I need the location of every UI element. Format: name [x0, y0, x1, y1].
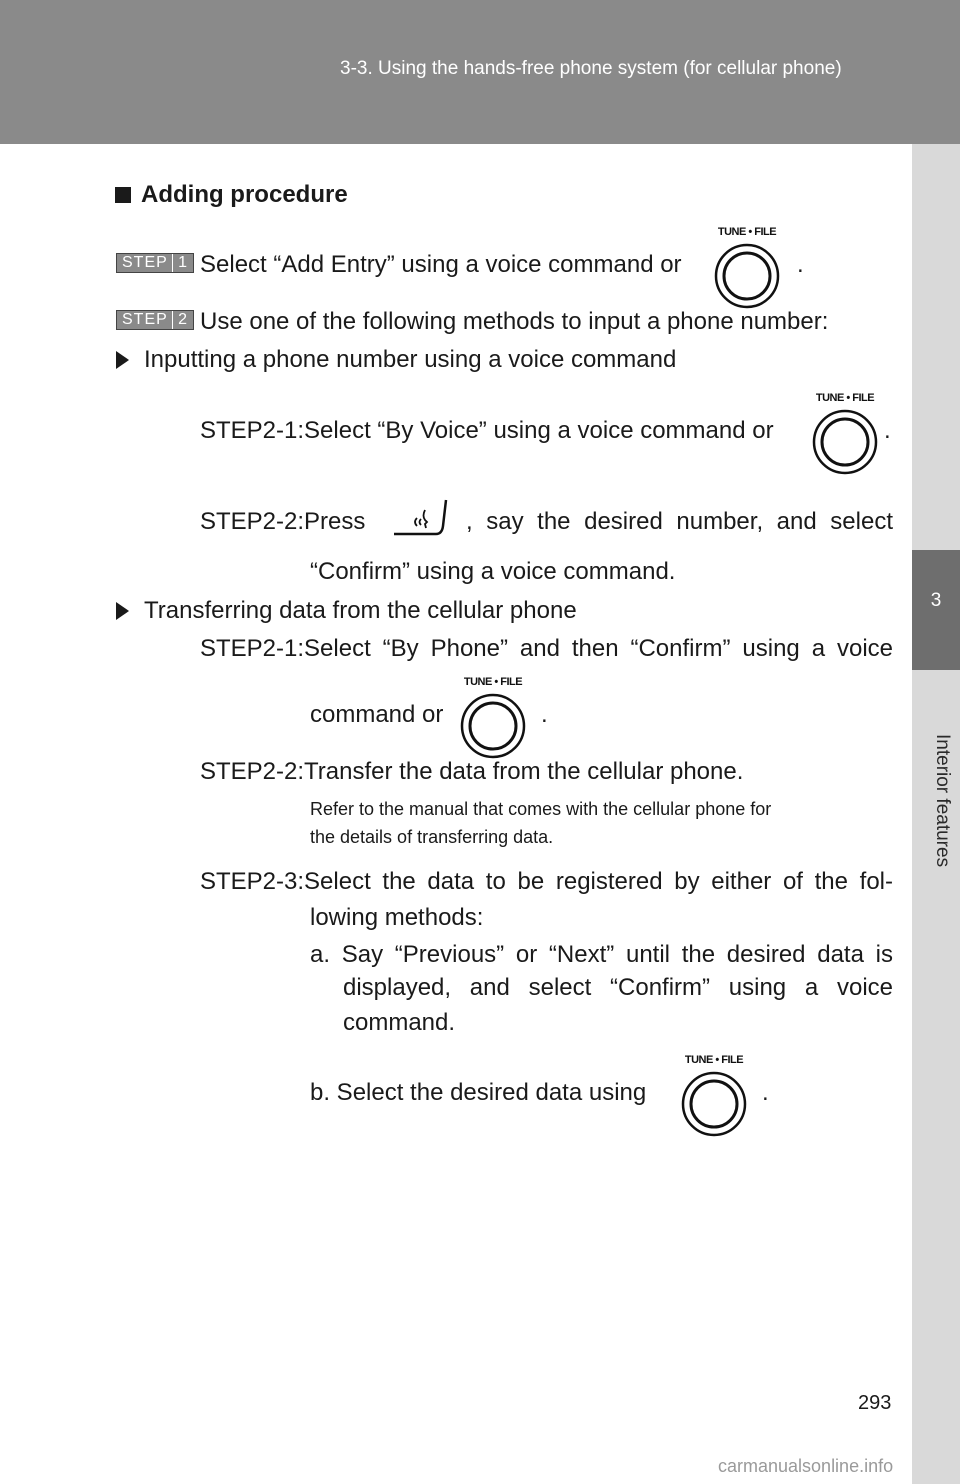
step-label: STEP [122, 311, 168, 328]
method2-step2-1-line1: STEP2-1:Select “By Phone” and then “Confirm” using a voice [200, 635, 893, 662]
knob-label: TUNE • FILE [463, 676, 523, 688]
page-header [0, 0, 960, 144]
step-badge-divider [172, 254, 173, 272]
method2-option-a-line3: command. [343, 1009, 456, 1036]
knob-label: TUNE • FILE [684, 1054, 744, 1066]
step-number: 2 [178, 311, 188, 328]
method1-step2-2-prefix: STEP2-2:Press [200, 508, 366, 535]
step1-badge [116, 253, 194, 273]
watermark: carmanualsonline.info [718, 1456, 894, 1476]
method2-step2-2-note-line2: the details of transferring data. [310, 827, 554, 847]
step-badge-divider [172, 311, 173, 329]
step1-period: . [797, 251, 804, 278]
talk-switch-icon [390, 494, 456, 540]
chapter-label: Interior features [932, 734, 953, 868]
chapter-number: 3 [930, 590, 942, 611]
header-title: 3-3. Using the hands-free phone system (for cellular phone) [340, 58, 842, 79]
step-label: STEP [122, 254, 168, 271]
method2-step2-3-line1: STEP2-3:Select the data to be registered by either of the fol- [200, 868, 893, 895]
step-number: 1 [178, 254, 188, 271]
method2-title: Transferring data from the cellular phone [144, 597, 577, 624]
method1-step2-1-period: . [884, 417, 891, 444]
method1-title: Inputting a phone number using a voice command [144, 346, 677, 373]
method2-step2-3-line2: lowing methods: [310, 904, 484, 931]
method2-step2-2-text: STEP2-2:Transfer the data from the cellular phone. [200, 758, 744, 785]
knob-label: TUNE • FILE [815, 392, 875, 404]
method2-option-b-text: b. Select the desired data using [310, 1079, 647, 1106]
tune-file-knob-icon [674, 1054, 754, 1144]
step2-badge [116, 310, 194, 330]
method1-step2-1-text: STEP2-1:Select “By Voice” using a voice command or [200, 417, 774, 444]
method2-option-a-line1: a. Say “Previous” or “Next” until the desired data is [310, 941, 893, 968]
method1-step2-2-line2: “Confirm” using a voice command. [310, 558, 676, 585]
method2-step2-1-period: . [541, 701, 548, 728]
tune-file-knob-icon [453, 676, 533, 766]
step2-text: Use one of the following methods to input a phone number: [200, 308, 829, 335]
method2-step2-1-line2: command or [310, 701, 444, 728]
step1-text: Select “Add Entry” using a voice command or [200, 251, 682, 278]
section-title-text: Adding procedure [141, 181, 348, 208]
tune-file-knob-icon [805, 392, 885, 482]
method1-step2-2-line1: , say the desired number, and select [466, 508, 893, 535]
tune-file-knob-icon [707, 226, 787, 316]
arrow-bullet-icon [116, 602, 129, 620]
method2-option-a-line2: displayed, and select “Confirm” using a voice [343, 974, 893, 1001]
method2-option-b-period: . [762, 1079, 769, 1106]
page-number: 293 [858, 1392, 892, 1414]
square-bullet-icon [115, 187, 131, 203]
chapter-side-tab [912, 144, 960, 1484]
section-title [115, 180, 348, 210]
arrow-bullet-icon [116, 351, 129, 369]
knob-label: TUNE • FILE [717, 226, 777, 238]
method2-step2-2-note-line1: Refer to the manual that comes with the cellular phone for [310, 799, 772, 819]
